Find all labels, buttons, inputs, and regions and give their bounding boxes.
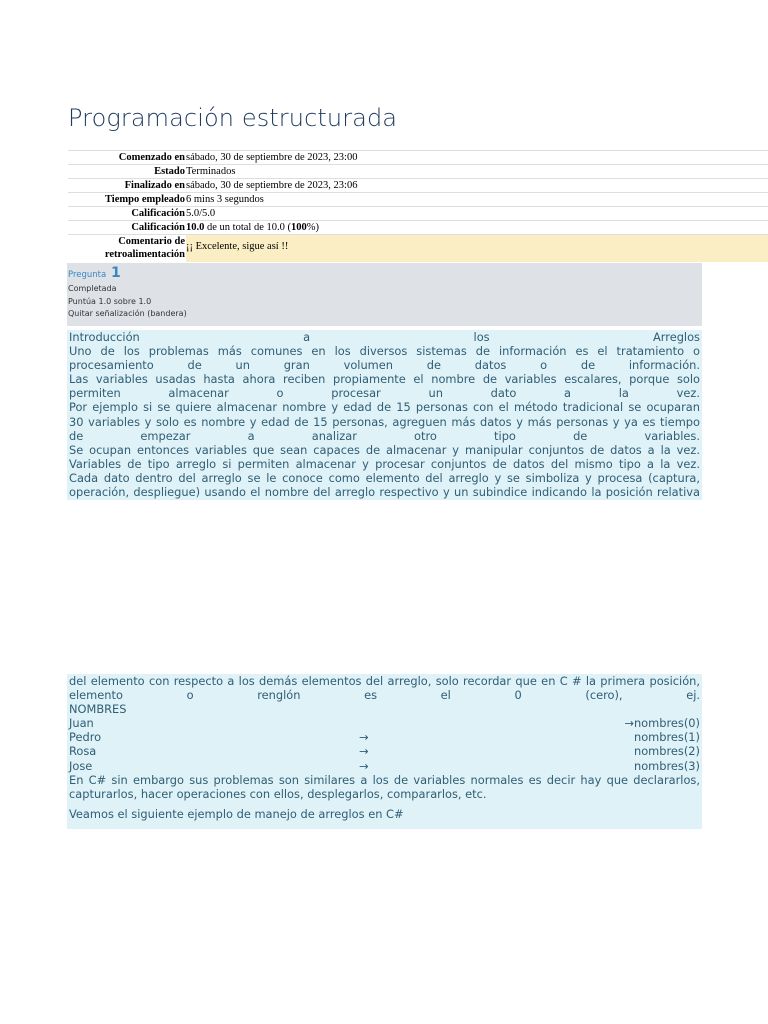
summary-label: Comenzado en (118, 152, 185, 163)
array-name: Jose (69, 758, 93, 773)
array-name: Juan (69, 716, 94, 731)
summary-row (68, 165, 768, 179)
summary-label: Comentario de retroalimentación (104, 236, 185, 260)
array-example-row (69, 730, 700, 744)
text-line: permiten almacenar o procesar un dato a la vez. (69, 386, 700, 401)
array-example-row (69, 759, 700, 773)
array-name: Pedro (69, 730, 102, 745)
question-info-box (67, 263, 702, 326)
array-ref: →nombres(0) (624, 716, 700, 731)
text-line: Uno de los problemas más comunes en los diversos sistemas de información es el tratamiento o (69, 344, 700, 359)
text-line: NOMBRES (69, 702, 127, 717)
question-prefix: Pregunta (68, 270, 107, 280)
summary-row-feedback (68, 235, 768, 263)
grade-close: %) (306, 222, 319, 233)
page-title: Programación estructurada (68, 104, 398, 132)
summary-row (68, 193, 768, 207)
array-example-row (69, 744, 700, 758)
text-line: Variables de tipo arreglo si permiten almacenar y procesar conjuntos de datos del mismo tipo a la vez. (69, 456, 700, 471)
array-arrow: → (359, 758, 369, 773)
grade-percent: 100 (290, 222, 307, 233)
text-line: Se ocupan entonces variables que sean capaces de almacenar y manipular conjuntos de datos a la vez. (69, 442, 700, 457)
grade-value: 10.0 (186, 222, 205, 233)
array-ref: nombres(1) (633, 730, 700, 745)
summary-label: Tiempo empleado (104, 194, 185, 205)
summary-label: Calificación (131, 208, 185, 219)
quiz-summary-table (68, 150, 768, 262)
question-text-block-1 (67, 330, 702, 500)
array-arrow: → (359, 744, 369, 759)
flag-question-link[interactable]: Quitar señalización (bandera) (68, 309, 187, 318)
text-line: procesamiento de un gran volumen de datos o de información. (69, 358, 700, 373)
text-line: operación, despliegue) usando el nombre del arreglo respectivo y un subindice indicando la posición relativa (69, 485, 700, 500)
summary-row (68, 207, 768, 221)
summary-value: 5.0/5.0 (186, 208, 216, 219)
text-line: Por ejemplo si se quiere almacenar nombre y edad de 15 personas con el método tradicional se ocuparan (69, 400, 700, 415)
question-text-block-2 (67, 674, 702, 829)
text-line: Cada dato dentro del arreglo se le conoce como elemento del arreglo y se simboliza y procesa (captura, (69, 470, 700, 485)
text-line: 30 variables y solo es nombre y edad de 15 personas, agreguen más datos y más personas y ya es tiempo (69, 414, 700, 429)
array-ref: nombres(2) (633, 744, 700, 759)
grade-total: de un total de 10.0 ( (204, 222, 291, 233)
question-status: Completada (68, 284, 117, 293)
question-number (68, 265, 121, 281)
summary-value (186, 221, 768, 235)
summary-label: Calificación (131, 222, 185, 233)
text-line: En C# sin embargo sus problemas son similares a los de variables normales es decir hay que declararlos, (69, 772, 700, 787)
text-line: Introducción a los Arreglos (69, 330, 700, 344)
summary-row (68, 151, 768, 165)
array-ref: nombres(3) (633, 758, 700, 773)
text-line: del elemento con respecto a los demás elementos del arreglo, solo recordar que en C # la primera posición, (69, 674, 700, 688)
array-example-row (69, 716, 700, 730)
summary-label: Estado (154, 166, 185, 177)
summary-row (68, 221, 768, 235)
feedback-value: ¡¡ Excelente, sigue así !! (186, 235, 768, 263)
summary-value: sábado, 30 de septiembre de 2023, 23:06 (186, 180, 358, 191)
array-name: Rosa (69, 744, 97, 759)
text-line: elemento o renglón es el 0 (cero), ej. (69, 688, 700, 703)
text-line: capturarlos, hacer operaciones con ellos, desplegarlos, compararlos, etc. (69, 786, 487, 801)
summary-value: sábado, 30 de septiembre de 2023, 23:00 (186, 152, 358, 163)
array-arrow: → (359, 730, 369, 745)
text-line: de empezar a analizar otro tipo de variables. (69, 428, 700, 443)
summary-value: Terminados (186, 166, 236, 177)
summary-value: 6 mins 3 segundos (186, 194, 264, 205)
text-line: Las variables usadas hasta ahora reciben propiamente el nombre de variables escalares, porque solo (69, 372, 700, 387)
summary-row (68, 179, 768, 193)
question-number-value: 1 (110, 265, 121, 281)
question-score: Puntúa 1.0 sobre 1.0 (68, 297, 152, 306)
summary-label: Finalizado en (124, 180, 185, 191)
text-line: Veamos el siguiente ejemplo de manejo de arreglos en C# (69, 806, 404, 821)
